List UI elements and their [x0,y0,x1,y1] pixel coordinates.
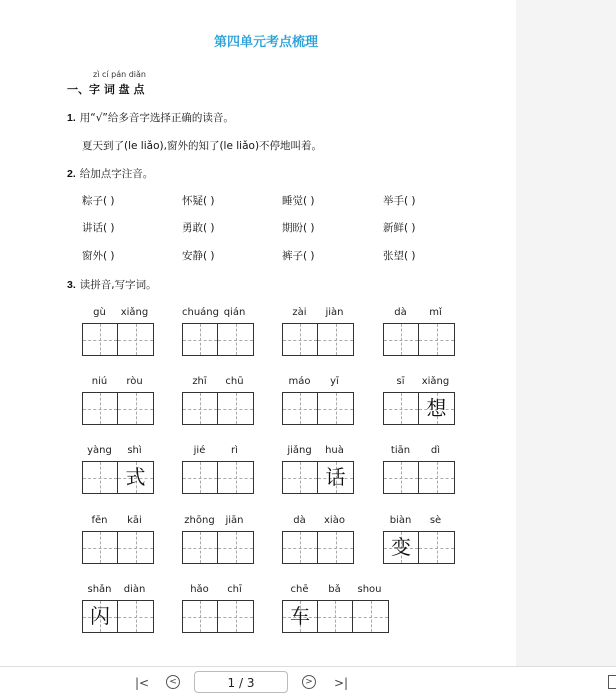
pinyin-label: zhī [192,376,207,387]
tianzige-cell[interactable] [118,462,153,493]
tianzige-cell[interactable] [353,601,388,632]
pinyin-label: xiǎng [421,376,450,387]
pinyin-label: bǎ [328,584,341,595]
pinyin-label: máo [288,376,311,387]
tianzige-cell[interactable] [118,393,153,424]
writing-box[interactable] [82,531,154,564]
question-prompt: 读拼音,写字词。 [79,279,157,291]
question-number: 3. [67,279,76,291]
pinyin-label: jiǎng [287,445,312,456]
section-pinyin: zì cí pán diǎn [93,70,146,79]
tianzige-cell[interactable] [283,601,318,632]
writing-box[interactable] [282,392,354,425]
tianzige-cell[interactable] [183,532,218,563]
prev-page-button[interactable]: < [166,675,180,689]
writing-box[interactable] [182,600,254,633]
page-title: 第四单元考点梳理 [213,35,318,50]
pinyin-label: chī [227,584,242,595]
tianzige-cell[interactable] [83,601,118,632]
pinyin-label: qián [223,307,246,318]
pinyin-label: shou [357,584,382,595]
pinyin-label: dà [394,307,407,318]
writing-box[interactable] [383,323,455,356]
tianzige-cell[interactable] [384,393,419,424]
tianzige-cell[interactable] [318,601,353,632]
writing-box[interactable] [82,323,154,356]
tianzige-cell[interactable] [218,393,253,424]
q1-sentence: 夏天到了(le liǎo),窗外的知了(le liǎo)不停地叫着。 [82,140,323,152]
tianzige-cell[interactable] [183,393,218,424]
given-character: 想 [426,396,447,420]
pinyin-label: yī [330,376,339,387]
tianzige-cell[interactable] [419,393,454,424]
pinyin-word-item: 睡觉( ) [282,195,315,207]
pinyin-label: chuáng [182,307,219,318]
tianzige-cell[interactable] [218,462,253,493]
tianzige-cell[interactable] [83,324,118,355]
writing-box[interactable] [182,323,254,356]
writing-box[interactable] [383,392,455,425]
tianzige-cell[interactable] [384,324,419,355]
tianzige-cell[interactable] [83,532,118,563]
section-title: 一、字 词 盘 点 [67,83,145,96]
question-1 [67,110,234,125]
tianzige-cell[interactable] [218,601,253,632]
page-number-input[interactable]: 1 / 3 [194,671,288,693]
writing-box[interactable] [383,531,455,564]
pinyin-label: biàn [389,515,412,526]
tianzige-cell[interactable] [384,462,419,493]
question-number: 2. [67,168,76,180]
tianzige-cell[interactable] [318,393,353,424]
pinyin-word-item: 勇敢( ) [182,222,215,234]
pinyin-word-item: 粽子( ) [82,195,115,207]
tianzige-cell[interactable] [419,532,454,563]
tianzige-cell[interactable] [318,324,353,355]
pinyin-label: xiào [324,515,345,526]
writing-box[interactable] [282,600,389,633]
pinyin-label: niú [91,376,108,387]
pinyin-label: yàng [87,445,112,456]
pinyin-label: jiàn [325,307,344,318]
tianzige-cell[interactable] [419,462,454,493]
pinyin-word-item: 新鲜( ) [383,222,416,234]
pinyin-label: hǎo [190,584,209,595]
last-page-button[interactable]: >| [334,676,349,690]
tianzige-cell[interactable] [183,601,218,632]
pinyin-label: tiān [390,445,411,456]
writing-box[interactable] [82,600,154,633]
viewer-background [516,0,616,666]
writing-box[interactable] [282,531,354,564]
pinyin-word-item: 裤子( ) [282,250,315,262]
writing-box[interactable] [282,461,354,494]
tianzige-cell[interactable] [384,532,419,563]
pinyin-word-item: 期盼( ) [282,222,315,234]
tianzige-cell[interactable] [183,462,218,493]
pinyin-label: jiān [225,515,244,526]
pinyin-label: dì [430,445,441,456]
pinyin-label: xiǎng [120,307,149,318]
pinyin-label: chū [225,376,244,387]
pagination-toolbar [0,666,616,697]
pinyin-label: zhōng [184,515,215,526]
tianzige-cell[interactable] [218,324,253,355]
question-prompt: 给加点字注音。 [79,168,154,180]
tianzige-cell[interactable] [118,601,153,632]
tianzige-cell[interactable] [83,462,118,493]
pinyin-label: shǎn [87,584,112,595]
pinyin-label: shì [127,445,142,456]
tianzige-cell[interactable] [118,324,153,355]
tianzige-cell[interactable] [318,462,353,493]
tianzige-cell[interactable] [318,532,353,563]
given-character: 式 [125,465,146,489]
tianzige-cell[interactable] [283,393,318,424]
pinyin-label: chē [290,584,309,595]
pinyin-word-item: 举手( ) [383,195,416,207]
given-character: 变 [391,535,411,559]
pinyin-word-item: 张望( ) [383,250,416,262]
pinyin-label: gù [93,307,106,318]
writing-box[interactable] [82,392,154,425]
question-3 [67,277,157,292]
tianzige-cell[interactable] [283,532,318,563]
writing-box[interactable] [182,392,254,425]
given-character: 车 [290,604,310,628]
given-character: 话 [325,465,346,489]
pinyin-label: diàn [123,584,146,595]
tianzige-cell[interactable] [118,532,153,563]
writing-box[interactable] [182,531,254,564]
question-prompt: 用“√”给多音字选择正确的读音。 [79,112,234,124]
pinyin-label: sī [396,376,405,387]
tianzige-cell[interactable] [83,393,118,424]
pinyin-label: sè [429,515,442,526]
pinyin-label: ròu [126,376,143,387]
pinyin-label: zài [292,307,307,318]
writing-box[interactable] [182,461,254,494]
pinyin-label: jié [193,445,206,456]
pinyin-label: rì [231,445,238,456]
first-page-button[interactable]: |< [135,676,150,690]
pinyin-label: huà [325,445,344,456]
pinyin-label: mǐ [429,307,442,318]
question-2 [67,166,153,181]
next-page-button[interactable]: > [302,675,316,689]
sidebar-toggle-icon[interactable] [608,675,616,689]
pinyin-label: fēn [91,515,108,526]
pinyin-word-item: 窗外( ) [82,250,115,262]
pinyin-word-item: 安静( ) [182,250,215,262]
pinyin-word-item: 怀疑( ) [182,195,215,207]
question-number: 1. [67,112,76,124]
pinyin-word-item: 讲话( ) [82,222,115,234]
tianzige-cell[interactable] [283,324,318,355]
writing-box[interactable] [383,461,455,494]
pinyin-label: dà [293,515,306,526]
writing-box[interactable] [82,461,154,494]
tianzige-cell[interactable] [419,324,454,355]
pinyin-label: kāi [127,515,142,526]
tianzige-cell[interactable] [218,532,253,563]
writing-box[interactable] [282,323,354,356]
tianzige-cell[interactable] [283,462,318,493]
given-character: 闪 [90,604,110,628]
tianzige-cell[interactable] [183,324,218,355]
